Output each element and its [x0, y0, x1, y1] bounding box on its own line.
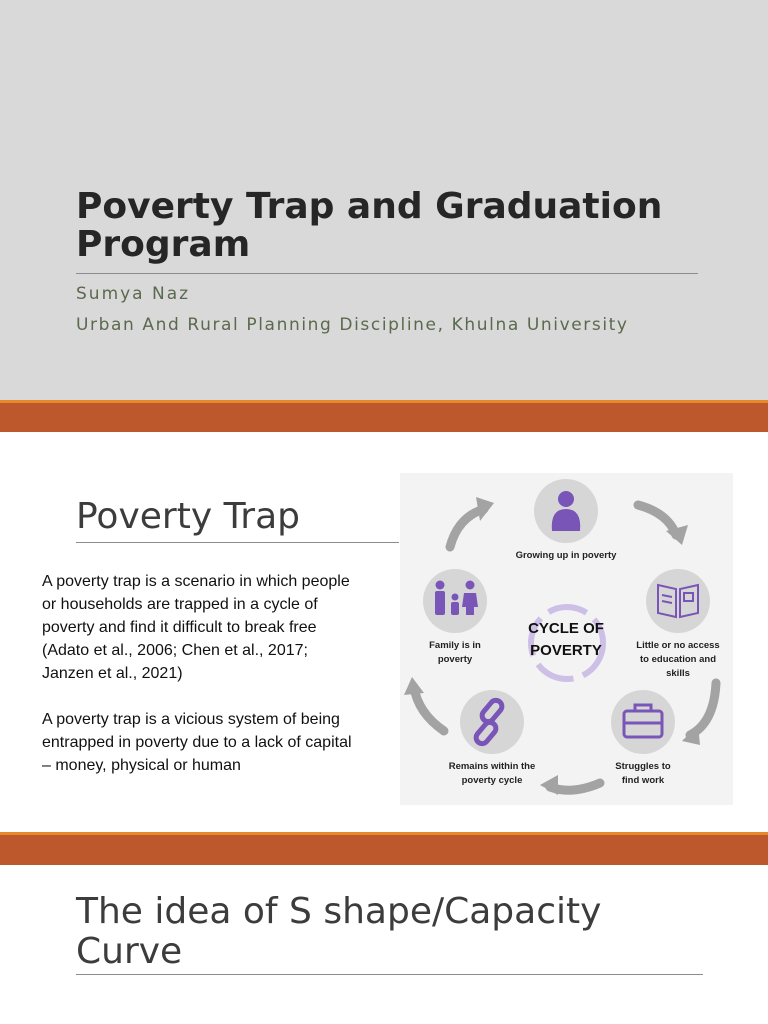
arrowhead-4: [540, 775, 558, 795]
svg-text:find work: find work: [621, 775, 665, 786]
slide-footer-band-2: [0, 832, 768, 865]
band-stripe-2: [0, 832, 768, 835]
svg-text:poverty: poverty: [437, 654, 473, 665]
cycle-of-poverty-diagram: [400, 473, 733, 805]
arrowhead-1: [476, 497, 494, 521]
definition-paragraph-1: A poverty trap is a scenario in which people or households are trapped in a cycle of poverty and find it difficult to break free (Adato et al., 2006; Chen et al., 2017; Janzen et al., 2021): [42, 573, 350, 682]
node-work: [611, 690, 675, 786]
node-bg: [423, 569, 487, 633]
svg-text:skills: skills: [666, 668, 690, 679]
svg-text:poverty cycle: poverty cycle: [461, 775, 523, 786]
title-divider: [76, 273, 698, 274]
arrowhead-3: [682, 725, 700, 745]
slide-footer-band: [0, 400, 768, 432]
arrow-top-left: [450, 509, 484, 547]
svg-text:Family is in: Family is in: [429, 640, 481, 651]
slide3-title-divider: [76, 974, 703, 975]
center-label-line1: CYCLE OF: [528, 620, 604, 637]
slide3-title: The idea of S shape/Capacity Curve: [76, 891, 602, 972]
arrow-right: [690, 683, 716, 735]
center-label-line2: POVERTY: [530, 642, 602, 659]
svg-text:Little or no access: Little or no access: [636, 640, 720, 651]
arrow-left: [414, 687, 444, 731]
band-stripe: [0, 400, 768, 403]
svg-text:Struggles to: Struggles to: [615, 761, 671, 772]
svg-text:Growing up in poverty: Growing up in poverty: [515, 550, 617, 561]
node-bg: [646, 569, 710, 633]
svg-text:to education and: to education and: [640, 654, 716, 665]
svg-text:Remains within the: Remains within the: [448, 761, 536, 772]
node-education: [636, 569, 719, 679]
node-family: [423, 569, 487, 665]
node-growing-up: [516, 479, 618, 561]
slide-title-divider: [76, 542, 399, 543]
arrowhead-5: [404, 677, 424, 695]
title-slide: [0, 0, 768, 400]
cycle-diagram-svg: [400, 473, 733, 805]
definition-paragraph-2: A poverty trap is a vicious system of being entrapped in poverty due to a lack of capital – money, physical or human: [42, 711, 352, 774]
center-cycle: [528, 607, 604, 679]
presentation-title: Poverty Trap and Graduation Program: [76, 186, 663, 265]
slide-title: Poverty Trap: [76, 496, 300, 537]
affiliation: Urban And Rural Planning Discipline, Khulna University: [76, 315, 629, 335]
node-remains: [449, 690, 536, 786]
author-name: Sumya Naz: [76, 284, 191, 304]
